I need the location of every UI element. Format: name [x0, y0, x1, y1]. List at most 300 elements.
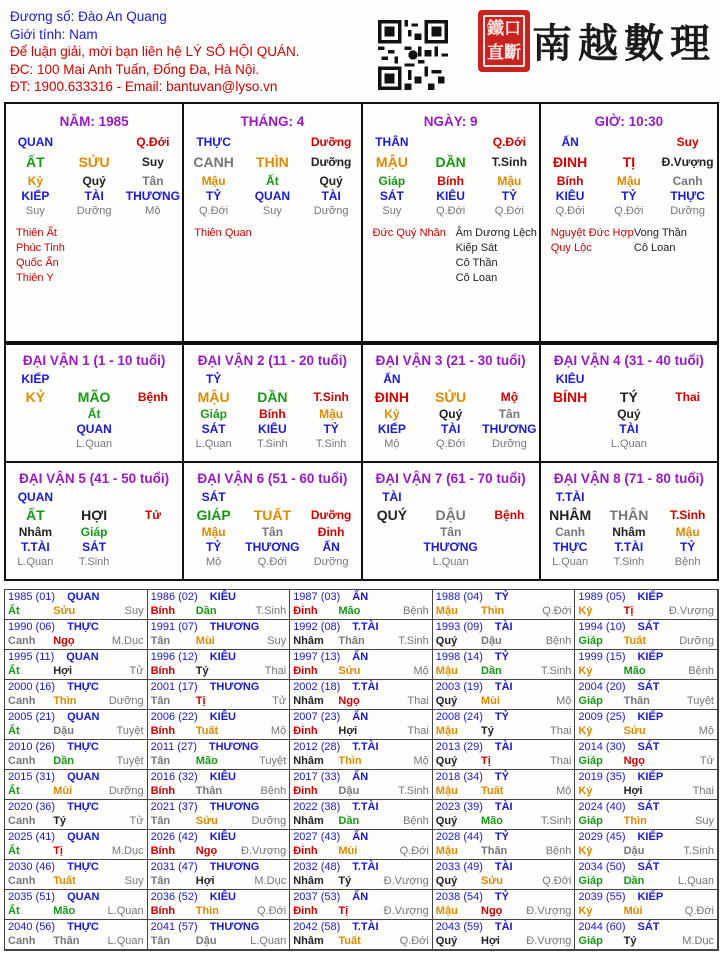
- year-stage: Thai: [550, 755, 572, 767]
- hidden-god: KIÊU: [555, 189, 585, 203]
- year-stage: Dưỡng: [679, 635, 714, 647]
- year-god: QUAN: [67, 771, 100, 783]
- year-cell: [5, 830, 148, 860]
- year-label: 1992 (08): [293, 621, 341, 633]
- year-line-2: [436, 695, 572, 707]
- year-god: THỰC: [67, 801, 99, 813]
- year-stem: Ất: [8, 665, 20, 677]
- year-branch: Mùi: [481, 695, 500, 707]
- year-label: 1990 (06): [8, 621, 56, 633]
- hidden-stem: Kỷ: [384, 407, 400, 421]
- hidden-god: TÀI: [440, 422, 461, 436]
- year-label: 2000 (16): [8, 681, 56, 693]
- year-stage: Mộ: [556, 785, 572, 797]
- year-stage: Suy: [695, 815, 714, 827]
- year-branch: Thân: [623, 695, 650, 707]
- year-line-2: [578, 605, 714, 617]
- year-branch: Tuất: [623, 635, 646, 647]
- year-god: TỶ: [494, 651, 509, 663]
- year-stem: Mậu: [435, 725, 458, 737]
- spacer: [6, 407, 65, 422]
- dai-van-title: ĐẠI VẬN 5 (41 - 50 tuổi): [19, 471, 170, 486]
- year-god: ẤN: [352, 891, 369, 903]
- year-branch: Tuất: [338, 935, 361, 947]
- hidden-stage: Q.Đới: [436, 205, 466, 217]
- pillar-cell: [6, 104, 184, 343]
- hidden-stem: Đinh: [317, 525, 345, 539]
- year-branch: Sửu: [481, 875, 504, 887]
- year-branch: Mão: [195, 755, 218, 767]
- year-branch: Dần: [481, 665, 502, 677]
- dai-van-cell: [541, 345, 719, 463]
- hidden-stem: Tân: [261, 525, 284, 539]
- hidden-stem: Nhâm: [612, 525, 646, 539]
- year-stage: Dưỡng: [251, 815, 287, 827]
- hidden-stems-row: [6, 525, 182, 540]
- year-line-1: [151, 921, 260, 933]
- year-line-1: [293, 861, 378, 873]
- pillar-god-row: [363, 135, 539, 150]
- year-line-1: [8, 681, 99, 693]
- heavenly-stem: QUÝ: [376, 507, 408, 523]
- year-god: THỰC: [67, 741, 99, 753]
- year-label: 1994 (10): [578, 621, 626, 633]
- year-stem: Giáp: [578, 755, 603, 767]
- year-line-1: [8, 711, 99, 723]
- year-line-1: [436, 771, 509, 783]
- year-branch: Dậu: [53, 725, 74, 737]
- year-label: 2001 (17): [150, 681, 198, 693]
- year-cell: [148, 590, 291, 620]
- hidden-stem: Canh: [672, 174, 703, 188]
- year-god: ẤN: [352, 771, 369, 783]
- year-label: 2020 (36): [8, 801, 56, 813]
- hidden-stage: T.Sinh: [257, 438, 288, 450]
- year-cell: [433, 800, 576, 830]
- year-branch: Thân: [481, 845, 508, 857]
- year-branch: Thân: [53, 935, 80, 947]
- year-cell: [433, 710, 576, 740]
- year-cell: [5, 740, 148, 770]
- year-stem: Ất: [8, 725, 20, 737]
- star-item: Cô Loan: [455, 272, 498, 284]
- pillar-stem-god: ẤN: [561, 135, 579, 149]
- year-line-2: [436, 635, 572, 647]
- year-label: 2030 (46): [8, 861, 56, 873]
- year-branch: Mão: [53, 905, 76, 917]
- hidden-god: TỶ: [205, 189, 222, 203]
- heavenly-stem: ẤT: [26, 154, 45, 170]
- hidden-god: TỶ: [621, 189, 637, 203]
- year-god: TỶ: [494, 891, 509, 903]
- year-stem: Kỷ: [578, 905, 593, 917]
- year-god: KIẾP: [637, 591, 664, 603]
- year-line-2: [436, 785, 572, 797]
- star-item: Thiên Y: [16, 272, 54, 284]
- hidden-stem: Giáp: [200, 407, 227, 421]
- year-cell: [575, 710, 718, 740]
- branch-stage: Mộ: [500, 390, 519, 404]
- year-cell: [5, 890, 148, 920]
- year-label: 2004 (20): [578, 681, 626, 693]
- hidden-stage: T.Sinh: [78, 556, 110, 568]
- year-line-2: [293, 755, 429, 767]
- year-line-2: [293, 935, 429, 947]
- year-line-2: [578, 815, 714, 827]
- year-branch: Thìn: [338, 755, 362, 767]
- year-label: 2018 (34): [435, 771, 483, 783]
- heavenly-stem: NHÂM: [549, 507, 592, 523]
- gender: Giới tính: Nam: [10, 26, 98, 42]
- hidden-gods-row: [184, 540, 360, 555]
- year-god: KIẾP: [637, 831, 664, 843]
- hidden-stages-row: [363, 437, 539, 451]
- hidden-gods-row: [541, 422, 717, 437]
- year-cell: [148, 860, 291, 890]
- hidden-stem: Mậu: [201, 525, 226, 539]
- dai-van-title: ĐẠI VẬN 6 (51 - 60 tuổi): [197, 471, 348, 486]
- year-cell: [433, 590, 576, 620]
- year-cell: [5, 710, 148, 740]
- year-god: THƯƠNG: [209, 681, 260, 693]
- year-branch: Ngọ: [623, 755, 645, 767]
- year-label: 2006 (22): [150, 711, 198, 723]
- year-label: 2008 (24): [435, 711, 483, 723]
- year-stage: Q.Đới: [256, 905, 287, 917]
- hidden-stem: Tân: [498, 407, 521, 421]
- hidden-stem: Mậu: [319, 407, 344, 421]
- year-god: KIÊU: [209, 651, 236, 663]
- hidden-stem: Quý: [319, 174, 343, 188]
- year-label: 2041 (57): [150, 921, 198, 933]
- year-stage: Đ.Vượng: [668, 605, 714, 617]
- year-cell: [148, 800, 291, 830]
- year-branch: Tị: [53, 845, 63, 857]
- year-line-1: [293, 801, 378, 813]
- hidden-god: THƯƠNG: [482, 422, 537, 436]
- earthly-branch: MÃO: [77, 389, 111, 405]
- star-item: Cô Loan: [633, 242, 676, 254]
- hidden-stage: Dưỡng: [313, 556, 349, 568]
- year-label: 1989 (05): [578, 591, 626, 603]
- hidden-stage: Q.Đới: [555, 205, 585, 217]
- year-line-1: [151, 801, 260, 813]
- pillar-stage-top: Suy: [676, 135, 699, 149]
- year-line-2: [151, 935, 287, 947]
- heavenly-stem: KỶ: [25, 389, 46, 405]
- year-stage: Dưỡng: [108, 785, 144, 797]
- hidden-god: SÁT: [379, 189, 404, 203]
- dai-van-god-row: [541, 372, 717, 387]
- year-branch: Mùi: [53, 785, 73, 797]
- year-branch: Mùi: [195, 635, 215, 647]
- hidden-stages-row: [541, 204, 717, 218]
- year-cell: [575, 770, 718, 800]
- dai-van-god: TỶ: [205, 372, 222, 386]
- year-line-2: [151, 665, 287, 677]
- hidden-gods-row: [184, 189, 360, 204]
- year-line-2: [8, 695, 144, 707]
- year-line-2: [8, 815, 144, 827]
- dai-van-god-row: [184, 490, 360, 505]
- year-line-1: [151, 651, 236, 663]
- pillar-main-row: [184, 152, 360, 172]
- year-stage: Mộ: [413, 665, 429, 677]
- year-stem: Tân: [150, 755, 171, 767]
- year-stem: Quý: [435, 935, 458, 947]
- year-line-1: [436, 921, 513, 933]
- hidden-stems-row: [184, 407, 360, 422]
- year-stage: L.Quan: [107, 935, 144, 947]
- year-god: T.TÀI: [352, 741, 379, 753]
- year-line-1: [293, 771, 368, 783]
- spacer: [541, 422, 600, 437]
- hidden-stem: Mậu: [497, 174, 522, 188]
- year-stage: Bệnh: [260, 785, 287, 797]
- year-label: 2022 (38): [293, 801, 341, 813]
- year-label: 2043 (59): [435, 921, 483, 933]
- spacer: [541, 407, 600, 422]
- year-god: T.TÀI: [352, 621, 379, 633]
- hidden-god: THỰC: [670, 189, 705, 203]
- dai-van-title: ĐẠI VẬN 4 (31 - 40 tuổi): [553, 353, 704, 368]
- year-stage: M.Dục: [111, 635, 144, 647]
- year-line-2: [293, 815, 429, 827]
- year-line-1: [293, 651, 368, 663]
- hidden-stage: Mộ: [384, 438, 400, 450]
- hidden-stem: Tân: [439, 525, 462, 539]
- year-god: QUAN: [67, 711, 100, 723]
- year-line-1: [8, 801, 99, 813]
- hidden-stems-row: [6, 407, 182, 422]
- year-line-2: [436, 815, 572, 827]
- year-branch: Thìn: [53, 695, 77, 707]
- star-item: Âm Dương Lệch: [455, 227, 537, 239]
- stars-area: [184, 226, 360, 241]
- spacer: [6, 437, 65, 451]
- year-god: T.TÀI: [352, 681, 379, 693]
- dai-van-main-row: [184, 387, 360, 407]
- year-line-1: [436, 711, 509, 723]
- year-cell: [148, 920, 291, 950]
- year-stage: Q.Đới: [399, 935, 429, 947]
- year-stage: Mộ: [698, 725, 714, 737]
- year-line-2: [436, 935, 572, 947]
- year-branch: Dần: [338, 815, 360, 827]
- year-line-1: [436, 591, 509, 603]
- year-cell: [575, 740, 718, 770]
- hidden-stem: Bính: [259, 407, 286, 421]
- branch-stage: T.Sinh: [313, 390, 349, 404]
- hidden-stage: Suy: [382, 205, 402, 217]
- hidden-stages-row: [184, 204, 360, 218]
- year-stem: Ất: [8, 785, 20, 797]
- year-branch: Ngọ: [481, 905, 503, 917]
- year-stage: Q.Đới: [399, 845, 429, 857]
- year-line-1: [578, 651, 663, 663]
- year-line-1: [578, 831, 663, 843]
- year-branch: Dần: [623, 875, 645, 887]
- year-stage: M.Dục: [254, 875, 287, 887]
- year-stem: Tân: [150, 635, 171, 647]
- header-info: [10, 8, 370, 96]
- year-line-2: [578, 935, 714, 947]
- hidden-stage: Dưỡng: [313, 205, 349, 217]
- year-branch: Dậu: [195, 935, 217, 947]
- year-label: 1997 (13): [293, 651, 341, 663]
- year-stage: Mộ: [413, 755, 429, 767]
- year-stem: Giáp: [578, 695, 603, 707]
- qr-code-icon[interactable]: [378, 20, 448, 90]
- hidden-stem: Giáp: [378, 174, 406, 188]
- hidden-stage: L.Quan: [610, 438, 647, 450]
- dai-van-cell: [541, 463, 719, 581]
- pillar-god-row: [541, 135, 717, 150]
- earthly-branch: DẦN: [257, 389, 288, 405]
- year-stem: Mậu: [435, 785, 458, 797]
- address: ĐC: 100 Mai Anh Tuấn, Đống Đa, Hà Nội.: [10, 61, 260, 77]
- year-stem: Bính: [150, 845, 176, 857]
- year-label: 1998 (14): [435, 651, 483, 663]
- pillar-stage-top: Q.Đới: [492, 135, 526, 149]
- year-stem: Nhâm: [293, 875, 324, 887]
- year-branch: Tị: [195, 695, 206, 707]
- year-line-1: [151, 831, 236, 843]
- year-line-2: [578, 635, 714, 647]
- hidden-god: THƯƠNG: [423, 540, 478, 554]
- year-stem: Quý: [435, 755, 458, 767]
- hidden-stage: Dưỡng: [491, 438, 527, 450]
- year-line-1: [151, 771, 236, 783]
- year-line-1: [151, 591, 236, 603]
- year-stage: Thai: [407, 695, 429, 707]
- year-stage: Q.Đới: [542, 875, 572, 887]
- year-label: 2044 (60): [578, 921, 626, 933]
- year-branch: Sửu: [623, 725, 646, 737]
- dai-van-main-row: [363, 387, 539, 407]
- year-cell: [433, 650, 576, 680]
- year-line-1: [436, 681, 513, 693]
- year-god: T.TÀI: [352, 861, 379, 873]
- year-stem: Canh: [8, 935, 36, 947]
- year-stem: Quý: [435, 815, 458, 827]
- year-label: 1996 (12): [150, 651, 198, 663]
- year-cell: [575, 650, 718, 680]
- dai-van-title: ĐẠI VẬN 7 (61 - 70 tuổi): [375, 471, 526, 486]
- year-cell: [433, 740, 576, 770]
- year-line-1: [578, 891, 663, 903]
- hidden-stems-row: [541, 407, 717, 422]
- year-god: ẤN: [352, 591, 369, 603]
- stars-col-1: [194, 226, 277, 241]
- year-branch: Ngọ: [53, 635, 75, 647]
- dai-van-god: KIÊU: [555, 372, 585, 386]
- year-line-2: [8, 905, 144, 917]
- year-stem: Nhâm: [293, 935, 324, 947]
- year-line-2: [293, 845, 429, 857]
- year-stage: L.Quan: [107, 905, 144, 917]
- year-line-1: [578, 681, 659, 693]
- hidden-god: KIÊU: [258, 422, 287, 436]
- hidden-god: TỶ: [323, 422, 339, 436]
- hidden-god: KIẾP: [21, 189, 50, 203]
- year-stage: Suy: [267, 635, 287, 647]
- hidden-stage: Q.Đới: [614, 205, 644, 217]
- year-line-1: [293, 711, 368, 723]
- year-stem: Đinh: [293, 725, 318, 737]
- hidden-gods-row: [363, 189, 539, 204]
- year-line-1: [151, 681, 260, 693]
- hidden-gods-row: [6, 422, 182, 437]
- pillar-cell: [184, 104, 362, 343]
- hidden-stem: Kỷ: [27, 174, 44, 188]
- hidden-stage: T.Sinh: [613, 556, 645, 568]
- year-stem: Canh: [8, 695, 36, 707]
- year-stage: Bệnh: [403, 605, 429, 617]
- hidden-god: TÀI: [619, 422, 639, 436]
- year-god: SÁT: [637, 621, 660, 633]
- year-line-1: [578, 741, 659, 753]
- year-line-1: [436, 861, 513, 873]
- star-item: Kiếp Sát: [455, 242, 498, 254]
- heavenly-stem: ĐINH: [374, 389, 409, 405]
- year-stem: Kỷ: [578, 605, 593, 617]
- year-branch: Sửu: [195, 815, 218, 827]
- year-cell: [290, 680, 433, 710]
- hidden-stage: L.Quan: [195, 438, 232, 450]
- year-branch: Thân: [338, 635, 365, 647]
- year-label: 2042 (58): [293, 921, 341, 933]
- hidden-stem: Mậu: [616, 174, 641, 188]
- earthly-branch: THÌN: [256, 154, 289, 170]
- year-stem: Nhâm: [293, 635, 324, 647]
- year-line-1: [151, 621, 260, 633]
- branch-stage: T.Sinh: [491, 155, 528, 169]
- year-stem: Canh: [8, 635, 36, 647]
- hidden-gods-row: [6, 540, 182, 555]
- year-line-1: [151, 741, 259, 753]
- year-stem: Canh: [8, 875, 36, 887]
- hidden-god: ẤN: [322, 540, 340, 554]
- hidden-stage: Q.Đới: [494, 205, 524, 217]
- year-label: 2025 (41): [8, 831, 56, 843]
- hidden-stage: Mộ: [145, 205, 161, 217]
- hidden-god: KIÊU: [436, 189, 465, 203]
- branch-stage: Dưỡng: [310, 155, 352, 169]
- year-label: 2013 (29): [435, 741, 483, 753]
- phone-email: ĐT: 1900.633316 - Email: bantuvan@lyso.vn: [10, 79, 278, 94]
- year-branch: Tị: [338, 905, 349, 917]
- hidden-stage: Suy: [25, 205, 45, 217]
- dai-van-main-row: [541, 505, 717, 525]
- year-stage: T.Sinh: [540, 665, 572, 677]
- year-branch: Dậu: [623, 845, 645, 857]
- year-line-1: [436, 891, 509, 903]
- year-line-2: [436, 755, 572, 767]
- hidden-stage: L.Quan: [552, 556, 589, 568]
- dai-van-god: KIẾP: [21, 372, 50, 386]
- year-line-2: [578, 905, 714, 917]
- year-god: ẤN: [352, 651, 369, 663]
- year-line-1: [293, 891, 368, 903]
- year-line-2: [8, 875, 144, 887]
- hidden-stem: Mậu: [201, 174, 226, 188]
- star-item: Quy Lộc: [550, 242, 592, 254]
- year-line-2: [8, 665, 144, 677]
- hidden-stems-row: [363, 174, 539, 189]
- year-line-1: [8, 861, 99, 873]
- branch-stage: Bệnh: [494, 508, 525, 522]
